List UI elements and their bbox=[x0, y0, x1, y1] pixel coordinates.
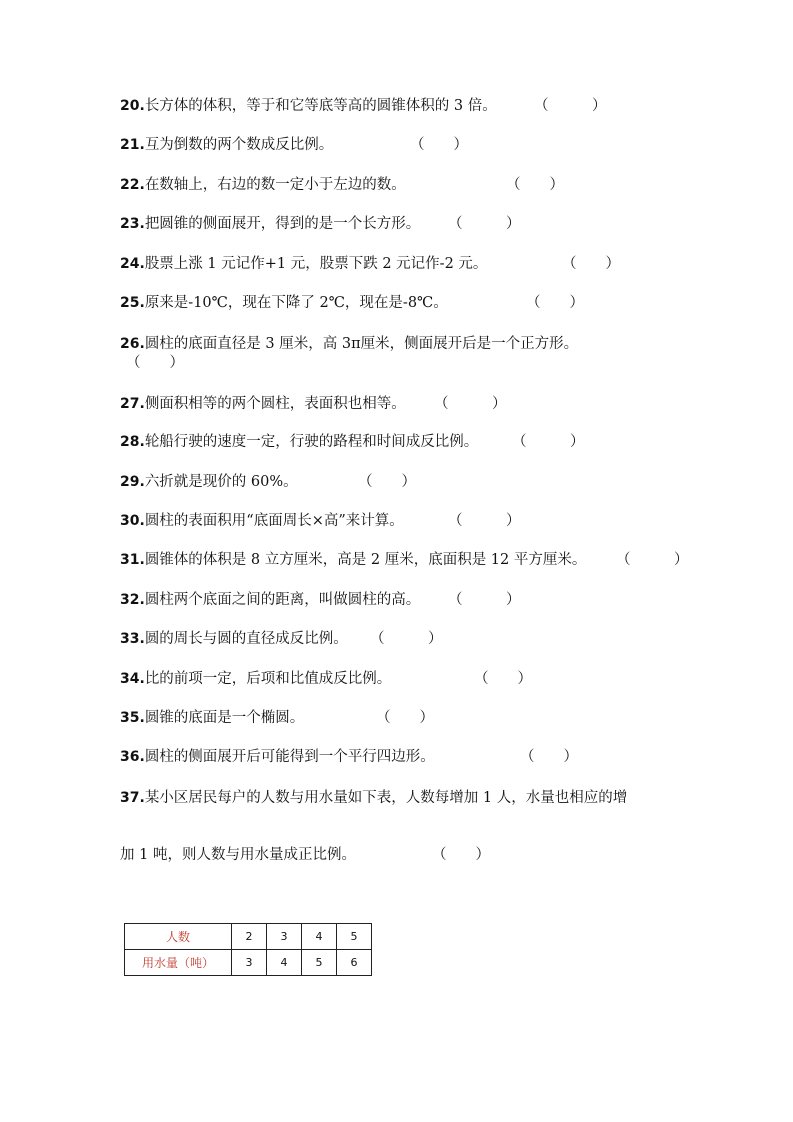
answer-blank[interactable]: （ ） bbox=[616, 552, 689, 568]
table-cell: 2 bbox=[232, 924, 267, 950]
question-text: 加 1 吨，则人数与用水量成正比例。 bbox=[120, 847, 356, 863]
table-cell: 5 bbox=[337, 924, 372, 950]
answer-blank[interactable]: （ ） bbox=[434, 396, 507, 412]
question-text: 圆柱的表面积用“底面周长×高”来计算。 bbox=[144, 513, 404, 529]
question-27 bbox=[120, 394, 507, 414]
question-text: 圆锥的底面是一个椭圆。 bbox=[144, 710, 305, 726]
question-28 bbox=[120, 432, 585, 452]
question-number: 34. bbox=[120, 671, 145, 687]
question-number: 30. bbox=[120, 513, 145, 529]
table-cell: 4 bbox=[267, 950, 302, 976]
question-text: 圆的周长与圆的直径成反比例。 bbox=[144, 631, 348, 647]
question-23 bbox=[120, 214, 521, 234]
question-36 bbox=[120, 747, 578, 767]
question-number: 20. bbox=[120, 98, 145, 114]
answer-blank[interactable]: （ ） bbox=[506, 177, 564, 193]
answer-blank[interactable]: （ ） bbox=[126, 355, 184, 371]
water-usage-table bbox=[124, 923, 372, 976]
answer-blank[interactable]: （ ） bbox=[534, 98, 607, 114]
question-text: 轮船行驶的速度一定，行驶的路程和时间成反比例。 bbox=[144, 434, 479, 450]
question-text: 圆锥体的体积是 8 立方厘米，高是 2 厘米，底面积是 12 平方厘米。 bbox=[144, 552, 587, 568]
question-number: 36. bbox=[120, 749, 145, 765]
answer-blank[interactable]: （ ） bbox=[512, 434, 585, 450]
question-text: 比的前项一定，后项和比值成反比例。 bbox=[144, 671, 392, 687]
question-29 bbox=[120, 472, 416, 492]
answer-blank[interactable]: （ ） bbox=[448, 216, 521, 232]
table-row-label: 用水量（吨） bbox=[125, 950, 232, 976]
table-row bbox=[125, 950, 372, 976]
question-number: 26. bbox=[120, 336, 145, 352]
question-number: 22. bbox=[120, 177, 145, 193]
question-37-continued bbox=[120, 845, 490, 865]
question-22 bbox=[120, 175, 564, 195]
question-number: 24. bbox=[120, 256, 145, 272]
answer-blank[interactable]: （ ） bbox=[474, 671, 532, 687]
answer-blank[interactable]: （ ） bbox=[432, 847, 490, 863]
answer-blank[interactable]: （ ） bbox=[358, 474, 416, 490]
question-text: 圆柱的侧面展开后可能得到一个平行四边形。 bbox=[144, 749, 435, 765]
answer-blank[interactable]: （ ） bbox=[376, 710, 434, 726]
question-number: 28. bbox=[120, 434, 145, 450]
table-row bbox=[125, 924, 372, 950]
answer-blank[interactable]: （ ） bbox=[370, 631, 443, 647]
question-25 bbox=[120, 293, 584, 313]
question-37 bbox=[120, 788, 627, 808]
answer-blank[interactable]: （ ） bbox=[448, 592, 521, 608]
question-33 bbox=[120, 629, 443, 649]
answer-blank[interactable]: （ ） bbox=[448, 513, 521, 529]
answer-blank[interactable]: （ ） bbox=[520, 749, 578, 765]
table-cell: 5 bbox=[302, 950, 337, 976]
table-cell: 3 bbox=[232, 950, 267, 976]
question-26 bbox=[120, 334, 578, 354]
question-24 bbox=[120, 254, 620, 274]
question-text: 长方体的体积，等于和它等底等高的圆锥体积的 3 倍。 bbox=[144, 98, 497, 114]
question-number: 29. bbox=[120, 474, 145, 490]
table-cell: 3 bbox=[267, 924, 302, 950]
table-row-label: 人数 bbox=[125, 924, 232, 950]
question-text: 在数轴上，右边的数一定小于左边的数。 bbox=[144, 177, 406, 193]
question-number: 25. bbox=[120, 295, 145, 311]
answer-blank[interactable]: （ ） bbox=[562, 256, 620, 272]
table-cell: 6 bbox=[337, 950, 372, 976]
question-number: 23. bbox=[120, 216, 145, 232]
question-21 bbox=[120, 135, 468, 155]
question-number: 27. bbox=[120, 396, 145, 412]
question-number: 21. bbox=[120, 137, 145, 153]
question-32 bbox=[120, 590, 521, 610]
question-text: 圆柱的底面直径是 3 厘米，高 3π厘米，侧面展开后是一个正方形。 bbox=[144, 336, 579, 352]
question-number: 35. bbox=[120, 710, 145, 726]
question-text: 把圆锥的侧面展开，得到的是一个长方形。 bbox=[144, 216, 421, 232]
question-number: 33. bbox=[120, 631, 145, 647]
question-number: 31. bbox=[120, 552, 145, 568]
question-text: 原来是-10℃，现在下降了 2℃，现在是-8℃。 bbox=[144, 295, 448, 311]
question-text: 某小区居民每户的人数与用水量如下表，人数每增加 1 人，水量也相应的增 bbox=[144, 790, 628, 806]
question-35 bbox=[120, 708, 434, 728]
answer-blank[interactable]: （ ） bbox=[526, 295, 584, 311]
question-text: 六折就是现价的 60%。 bbox=[144, 474, 298, 490]
question-text: 股票上涨 1 元记作+1 元，股票下跌 2 元记作-2 元。 bbox=[144, 256, 488, 272]
question-30 bbox=[120, 511, 521, 531]
question-text: 圆柱两个底面之间的距离，叫做圆柱的高。 bbox=[144, 592, 421, 608]
question-number: 37. bbox=[120, 790, 145, 806]
question-31 bbox=[120, 550, 689, 570]
question-text: 侧面积相等的两个圆柱，表面积也相等。 bbox=[144, 396, 406, 412]
question-text: 互为倒数的两个数成反比例。 bbox=[144, 137, 334, 153]
answer-blank[interactable]: （ ） bbox=[410, 137, 468, 153]
question-34 bbox=[120, 669, 532, 689]
question-20 bbox=[120, 96, 607, 116]
table-cell: 4 bbox=[302, 924, 337, 950]
question-number: 32. bbox=[120, 592, 145, 608]
